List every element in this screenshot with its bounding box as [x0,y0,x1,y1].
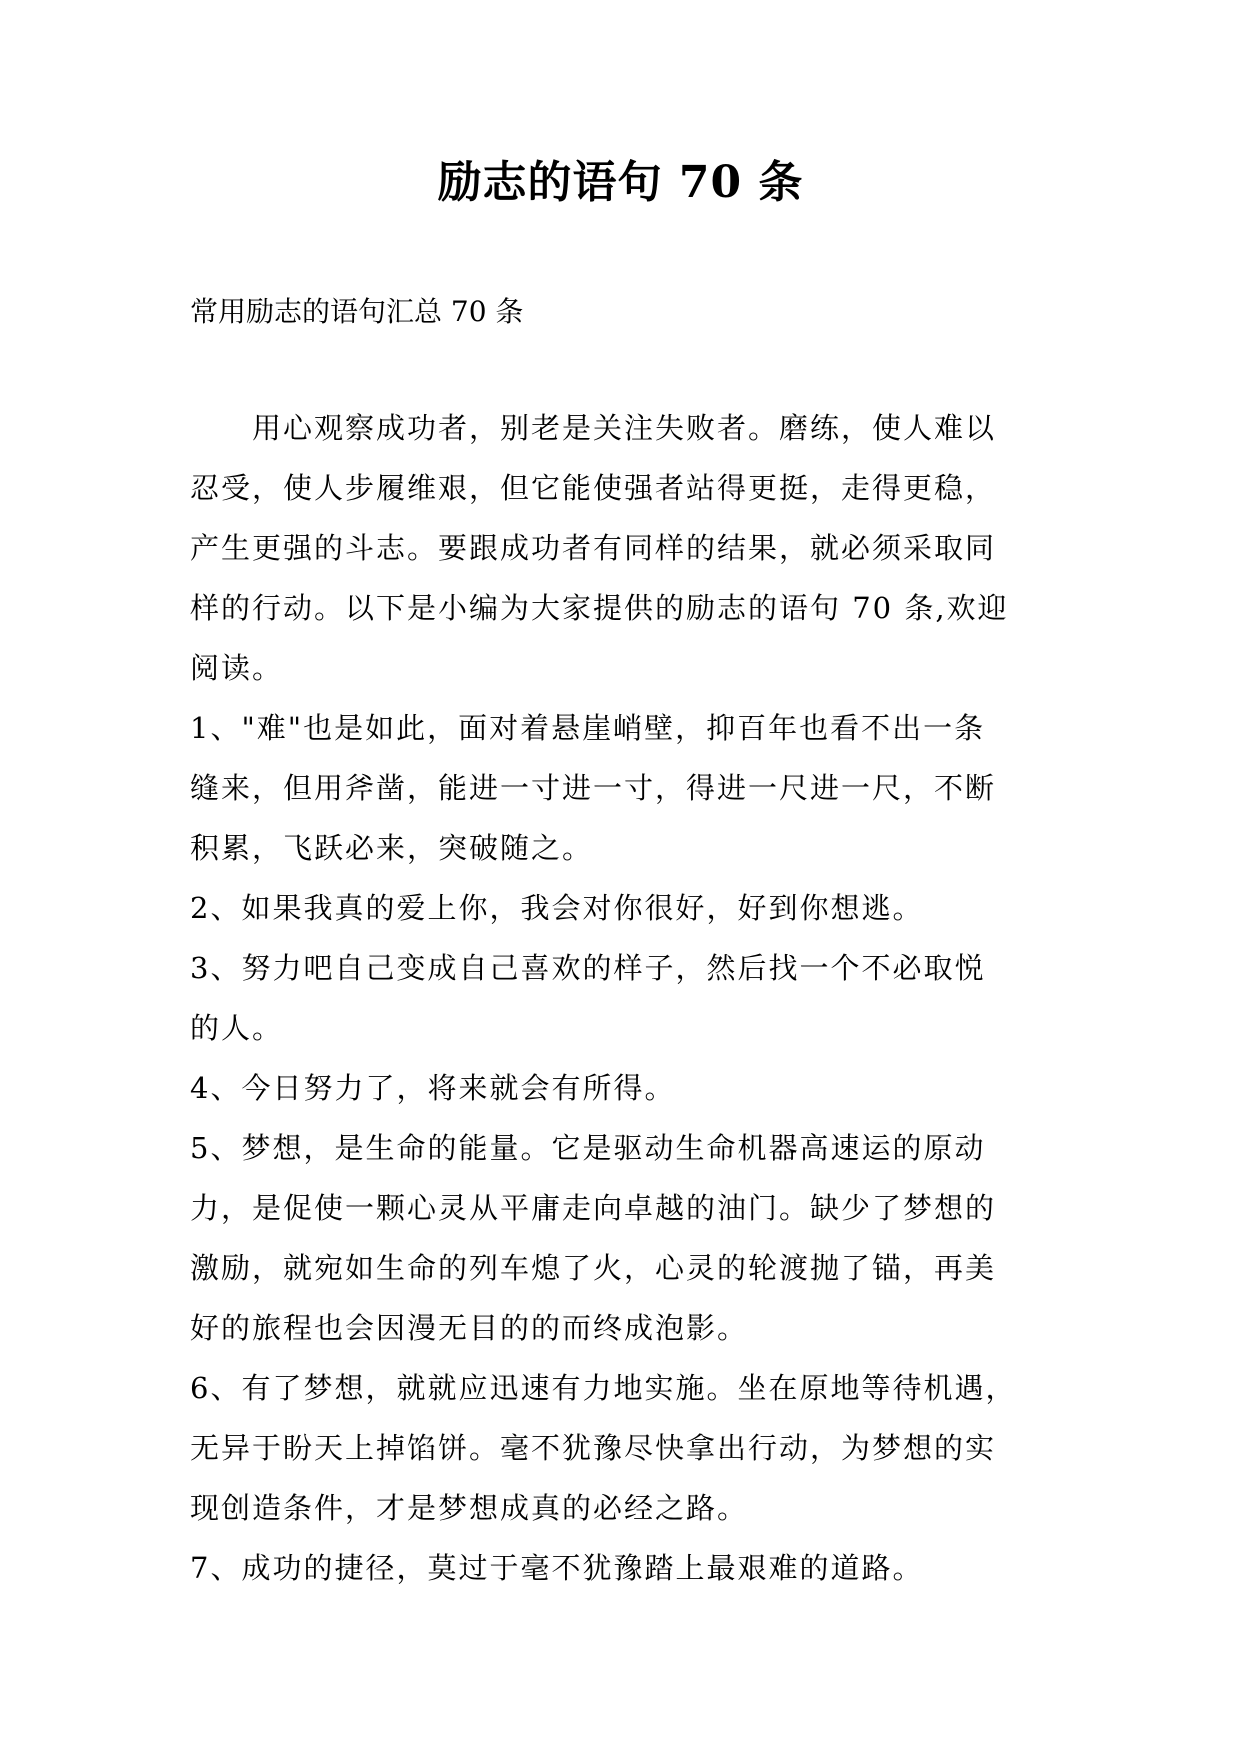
body-line: 样的行动。以下是小编为大家提供的励志的语句 70 条,欢迎 [190,591,1009,625]
body-line: 4、今日努力了，将来就会有所得。 [190,1071,676,1105]
body-line: 力，是促使一颗心灵从平庸走向卓越的油门。缺少了梦想的 [190,1191,997,1225]
body-line: 用心观察成功者，别老是关注失败者。磨练，使人难以 [190,411,997,445]
document-title: 励志的语句 70 条 [437,157,804,208]
body-line: 缝来，但用斧凿，能进一寸进一寸，得进一尺进一尺，不断 [190,771,997,805]
body-line: 无异于盼天上掉馅饼。毫不犹豫尽快拿出行动，为梦想的实 [190,1431,997,1465]
body-line: 2、如果我真的爱上你，我会对你很好，好到你想逃。 [190,891,924,925]
body-line: 好的旅程也会因漫无目的的而终成泡影。 [190,1311,749,1345]
body-line: 3、努力吧自己变成自己喜欢的样子，然后找一个不必取悦 [190,951,986,985]
body-line: 1、"难"也是如此，面对着悬崖峭壁，抑百年也看不出一条 [190,711,986,745]
document-subtitle: 常用励志的语句汇总 70 条 [190,295,524,328]
body-line: 忍受，使人步履维艰，但它能使强者站得更挺，走得更稳， [190,471,997,505]
body-line: 的人。 [190,1011,284,1045]
body-line: 积累，飞跃必来，突破随之。 [190,831,594,865]
body-line: 激励，就宛如生命的列车熄了火，心灵的轮渡抛了锚，再美 [190,1251,997,1285]
body-line: 现创造条件，才是梦想成真的必经之路。 [190,1491,749,1525]
document-body [190,408,1070,1608]
body-line: 阅读。 [190,651,284,685]
body-line: 5、梦想，是生命的能量。它是驱动生命机器高速运的原动 [190,1131,986,1165]
body-line: 6、有了梦想，就就应迅速有力地实施。坐在原地等待机遇， [190,1371,1017,1405]
body-line: 产生更强的斗志。要跟成功者有同样的结果，就必须采取同 [190,531,997,565]
body-line: 7、成功的捷径，莫过于毫不犹豫踏上最艰难的道路。 [190,1551,924,1585]
